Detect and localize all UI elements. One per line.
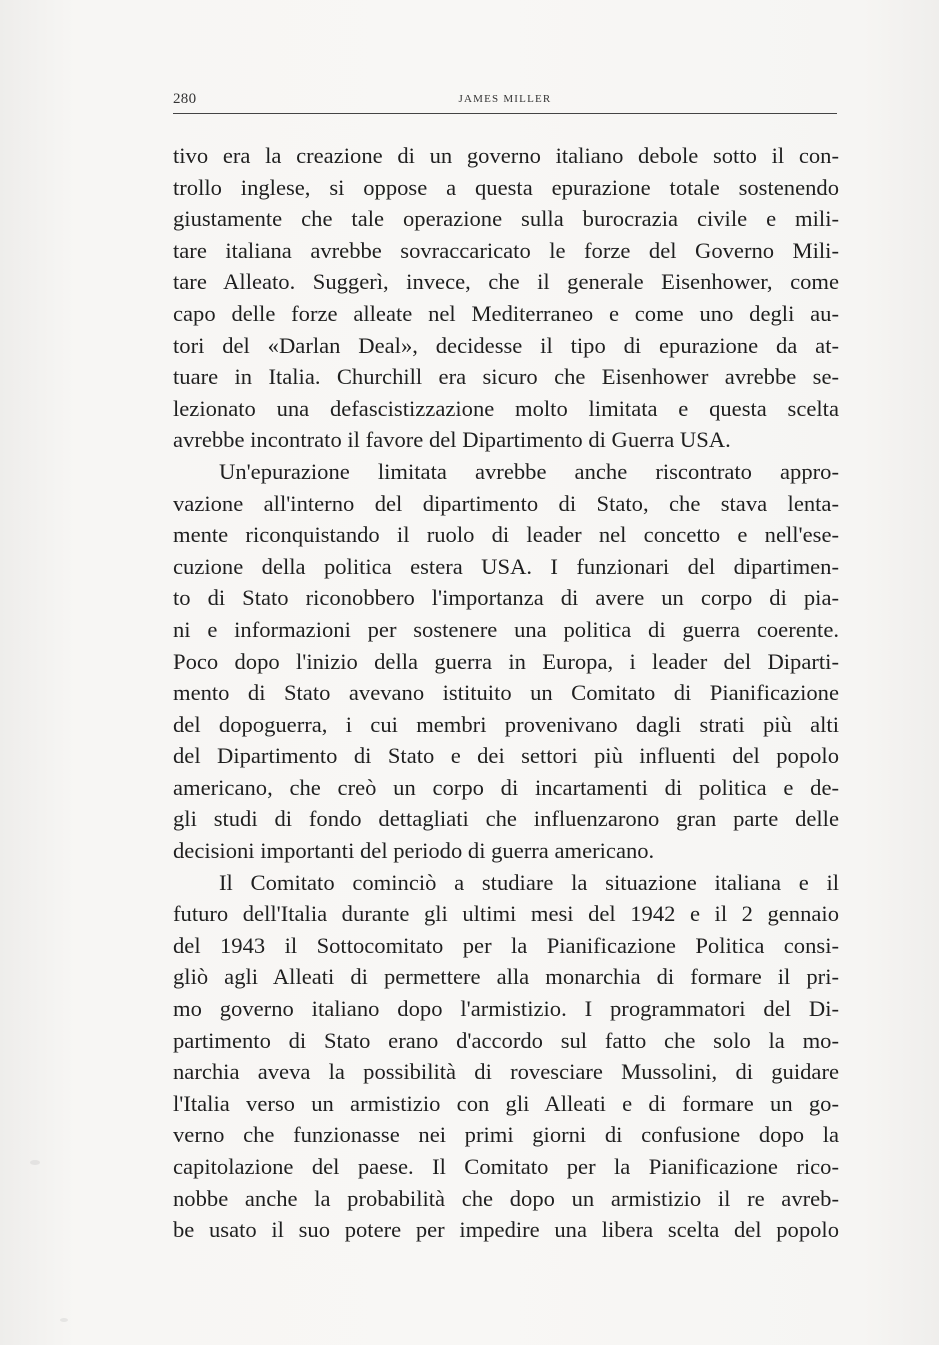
text-line: verno che funzionasse nei primi giorni di confusione dopo la: [173, 1122, 839, 1148]
text-line: trollo inglese, si oppose a questa epurazione totale sostenendo: [173, 174, 839, 200]
text-line: tuare in Italia. Churchill era sicuro che Eisenhower avrebbe se-: [173, 364, 839, 390]
text-line: Poco dopo l'inizio della guerra in Europa, i leader del Diparti-: [173, 648, 839, 674]
text-line: tivo era la creazione di un governo italiano debole sotto il con-: [173, 143, 839, 168]
text-line: gli studi di fondo dettagliati che influenzarono gran parte delle: [173, 806, 839, 832]
text-line: decisioni importanti del periodo di guerra americano.: [173, 838, 655, 864]
text-line: americano, che creò un corpo di incartamenti di politica e de-: [173, 774, 839, 800]
text-line: Un'epurazione limitata avrebbe anche riscontrato appro-: [219, 458, 839, 484]
text-line: be usato il suo potere per impedire una libera scelta del popolo: [173, 1217, 839, 1243]
text-line: to di Stato riconobbero l'importanza di avere un corpo di pia-: [173, 585, 839, 611]
text-line: vazione all'interno del dipartimento di Stato, che stava lenta-: [173, 490, 839, 516]
text-line: tare Alleato. Suggerì, invece, che il generale Eisenhower, come: [173, 269, 839, 295]
text-line: lezionato una defascistizzazione molto limitata e questa scelta: [173, 395, 839, 421]
text-line: cuzione della politica estera USA. I funzionari del dipartimen-: [173, 553, 839, 579]
text-line: del dopoguerra, i cui membri provenivano dagli strati più alti: [173, 711, 839, 737]
text-line: avrebbe incontrato il favore del Dipartimento di Guerra USA.: [173, 427, 731, 453]
text-line: futuro dell'Italia durante gli ultimi mesi del 1942 e il 2 gennaio: [173, 901, 839, 927]
paragraph-2: [173, 456, 839, 867]
paragraph-3: [173, 867, 839, 1246]
text-line: capo delle forze alleate nel Mediterraneo e come uno degli au-: [173, 300, 839, 326]
text-line: l'Italia verso un armistizio con gli Alleati e di formare un go-: [173, 1090, 839, 1116]
text-line: mo governo italiano dopo l'armistizio. I programmatori del Di-: [173, 996, 839, 1022]
text-line: tori del «Darlan Deal», decidesse il tipo di epurazione da at-: [173, 332, 839, 358]
text-line: Il Comitato cominciò a studiare la situazione italiana e il: [219, 869, 839, 895]
scan-smudge: [30, 1160, 40, 1165]
text-line: gliò agli Alleati di permettere alla monarchia di formare il pri-: [173, 964, 839, 990]
paragraph-1: [173, 140, 839, 456]
text-line: narchia aveva la possibilità di rovesciare Mussolini, di guidare: [173, 1059, 839, 1085]
text-line: mento di Stato avevano istituito un Comitato di Pianificazione: [173, 680, 839, 706]
text-line: del Dipartimento di Stato e dei settori più influenti del popolo: [173, 743, 839, 769]
scan-smudge: [60, 1318, 68, 1322]
running-title: JAMES MILLER: [458, 93, 552, 105]
text-line: nobbe anche la probabilità che dopo un armistizio il re avreb-: [173, 1185, 839, 1211]
text-line: giustamente che tale operazione sulla burocrazia civile e mili-: [173, 206, 839, 232]
text-line: tare italiana avrebbe sovraccaricato le forze del Governo Mili-: [173, 237, 839, 263]
body-text: [173, 140, 839, 1246]
text-line: capitolazione del paese. Il Comitato per la Pianificazione rico-: [173, 1154, 839, 1179]
running-head: [173, 91, 837, 114]
text-line: ni e informazioni per sostenere una politica di guerra coerente.: [173, 616, 839, 642]
text-line: partimento di Stato erano d'accordo sul fatto che solo la mo-: [173, 1027, 839, 1053]
text-line: del 1943 il Sottocomitato per la Pianificazione Politica consi-: [173, 932, 839, 958]
page-number: 280: [173, 91, 197, 107]
text-line: mente riconquistando il ruolo di leader nel concetto e nell'ese-: [173, 522, 839, 548]
